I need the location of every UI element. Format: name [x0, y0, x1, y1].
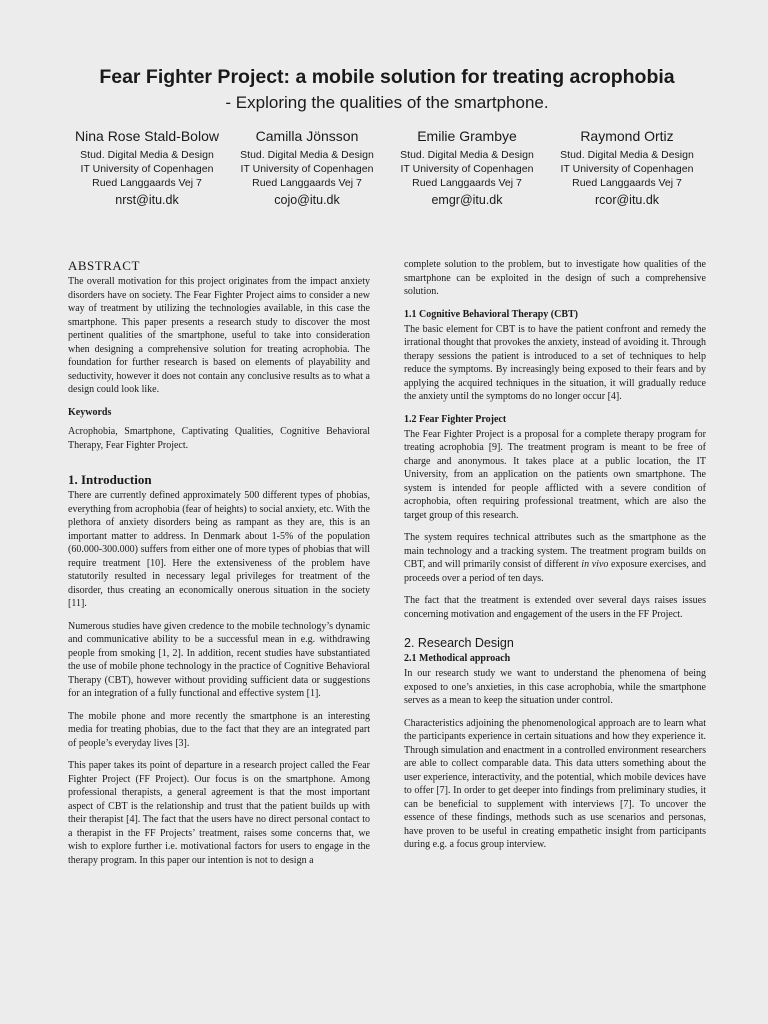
- author-university: IT University of Copenhagen: [400, 163, 534, 175]
- author-block: [228, 128, 386, 209]
- author-email: cojo@itu.dk: [274, 193, 340, 207]
- author-address: Rued Langgaards Vej 7: [92, 177, 202, 189]
- paragraph: [404, 531, 706, 585]
- right-column: [404, 258, 706, 876]
- cbt-heading: 1.1 Cognitive Behavioral Therapy (CBT): [404, 308, 578, 320]
- introduction-heading: 1. Introduction: [68, 472, 152, 487]
- paragraph: The basic element for CBT is to have the patient confront and remedy the irrational thought that provokes the anxiety, instead of avoiding it. Through therapy sessions the patient is introduced to a set of techniques to help reduce the symptoms. By increasingly being exposed to their fears and by applying the acquired techniques in the situation, it will gradually reduce the anxiety until the symptoms do no longer occur [4].: [404, 323, 706, 402]
- emphasis-in-vivo: in vivo: [581, 559, 609, 570]
- author-block: [68, 128, 226, 209]
- keywords-text: Acrophobia, Smartphone, Captivating Qualities, Cognitive Behavioral Therapy, Fear Fighter Project.: [68, 426, 370, 451]
- paragraph: This paper takes its point of departure in a research project called the Fear Fighter Project (FF Project). Our focus is on the smartphone. Among professional therapists, a general agreement is that the most important aspect of CBT is the relationship and trust that the patient builds up with their therapist [4]. The fact that the users have no direct personal contact to a therapist in the FF Projects’ treatment, raises some concerns that, we wish to explore further i.e. motivational factors for users to engage in the therapy program. In this paper our intention is not to design a: [68, 760, 370, 866]
- left-column: [68, 258, 370, 876]
- author-email: rcor@itu.dk: [594, 193, 660, 207]
- author-list: [68, 128, 706, 209]
- abstract-text: The overall motivation for this project originates from the impact anxiety disorders have on society. The Fear Fighter Project aims to consider a new way of treatment by utilizing the technologies available, in this case the smartphone. This paper presents a research study to discover the most pertinent qualities of the smartphone, useful to take into consideration when designing a comprehensive solution for treating acrophobia. The foundation for further research is based on elements of playability and seductivity, however it does not contain any conclusive results as to what a design could look like.: [68, 276, 370, 395]
- author-dept: Stud. Digital Media & Design: [80, 149, 214, 161]
- paragraph: Characteristics adjoining the phenomenological approach are to learn what the participants experience in certain situations and how they experience it. Through simulation and enactment in a controlled environment researchers are able to collect comparable data. This data utters something about the user experience, interactivity, and the potential, which mobile devices have to offer [7]. In order to get deeper into findings from preliminary studies, it can be beneficial to supplement with interviews [7]. To uncover the essence of these findings, methods such as use scenarios and personas, have proven to be useful in creating empathetic insight from participants during e.g. a focus group interview.: [404, 717, 706, 850]
- paper-subtitle: - Exploring the qualities of the smartphone.: [225, 93, 549, 112]
- author-address: Rued Langgaards Vej 7: [572, 177, 682, 189]
- abstract-heading: ABSTRACT: [68, 258, 140, 273]
- body-columns: [68, 258, 706, 876]
- text-run: exposure exercises, and proceeds over a period of ten days.: [404, 559, 707, 584]
- paragraph: The fact that the treatment is extended over several days raises issues concerning motivation and engagement of the users in the FF Project.: [404, 595, 706, 620]
- methodical-approach-heading: 2.1 Methodical approach: [404, 653, 511, 664]
- fear-fighter-heading: 1.2 Fear Fighter Project: [404, 413, 507, 425]
- text-run: The system requires technical attributes such as the smartphone as the main technology and a tracking system. The treatment program builds on CBT, and will primarily consist of different: [404, 532, 706, 570]
- author-dept: Stud. Digital Media & Design: [240, 149, 374, 161]
- keywords-heading: Keywords: [68, 406, 112, 418]
- paragraph: In our research study we want to understand the phenomena of being exposed to one’s anxieties, in this case acrophobia, while the smartphone serves as a mean to keep the situation under control.: [404, 668, 706, 706]
- author-name: Nina Rose Stald-Bolow: [75, 128, 219, 144]
- author-email: emgr@itu.dk: [431, 193, 503, 207]
- author-email: nrst@itu.dk: [115, 193, 179, 207]
- author-university: IT University of Copenhagen: [560, 163, 694, 175]
- author-university: IT University of Copenhagen: [80, 163, 214, 175]
- author-name: Camilla Jönsson: [255, 128, 359, 144]
- author-dept: Stud. Digital Media & Design: [560, 149, 694, 161]
- author-university: IT University of Copenhagen: [240, 163, 374, 175]
- paragraph: There are currently defined approximately 500 different types of phobias, everything from acrophobia (fear of heights) to social anxiety, etc. With the plethora of anxiety disorders being as rampant as they are, this is an important matter to address. In Denmark about 1-5% of the population (60.000-300.000) suffers from either one of more types of phobias that will require treatment [10]. Here the extensiveness of the problem have statutorily resulted in necessary legal privileges for treatment of the disorder, thus creating an economically onerous situation in the society [11].: [68, 490, 370, 609]
- author-block: [388, 128, 546, 209]
- author-block: [548, 128, 706, 209]
- paper-title: Fear Fighter Project: a mobile solution for treating acrophobia: [99, 66, 675, 88]
- author-address: Rued Langgaards Vej 7: [252, 177, 362, 189]
- author-name: Raymond Ortiz: [580, 128, 674, 144]
- research-design-heading: 2. Research Design: [404, 636, 514, 650]
- author-address: Rued Langgaards Vej 7: [412, 177, 522, 189]
- paragraph: The mobile phone and more recently the smartphone is an interesting media for treating phobias, due to the fact that they are an integrated part of people’s everyday lives [3].: [68, 710, 370, 749]
- author-name: Emilie Grambye: [417, 128, 517, 144]
- paragraph: The Fear Fighter Project is a proposal for a complete therapy program for treating acrophobia [9]. The treatment program is meant to be free of charge and anonymous. It takes place at a public location, the IT University, from an application on the patients own smartphone. The system is intended for people afflicted with a severe condition of acrophobia, often requiring professional treatment, which are also the target group of this research.: [404, 428, 706, 521]
- paragraph: Numerous studies have given credence to the mobile technology’s dynamic and communicative ability to be a successful mean in e.g. withdrawing people from smoking [1, 2]. In addition, recent studies have substantiated the use of mobile phone technology in the practice of Cognitive Behavioral Therapy (CBT), however without providing sufficient data or suggestions for an integration of a fully functional and effective system [1].: [68, 620, 370, 699]
- author-dept: Stud. Digital Media & Design: [400, 149, 534, 161]
- paragraph: complete solution to the problem, but to investigate how qualities of the smartphone can be exploited in the design of such a comprehensive solution.: [404, 259, 706, 297]
